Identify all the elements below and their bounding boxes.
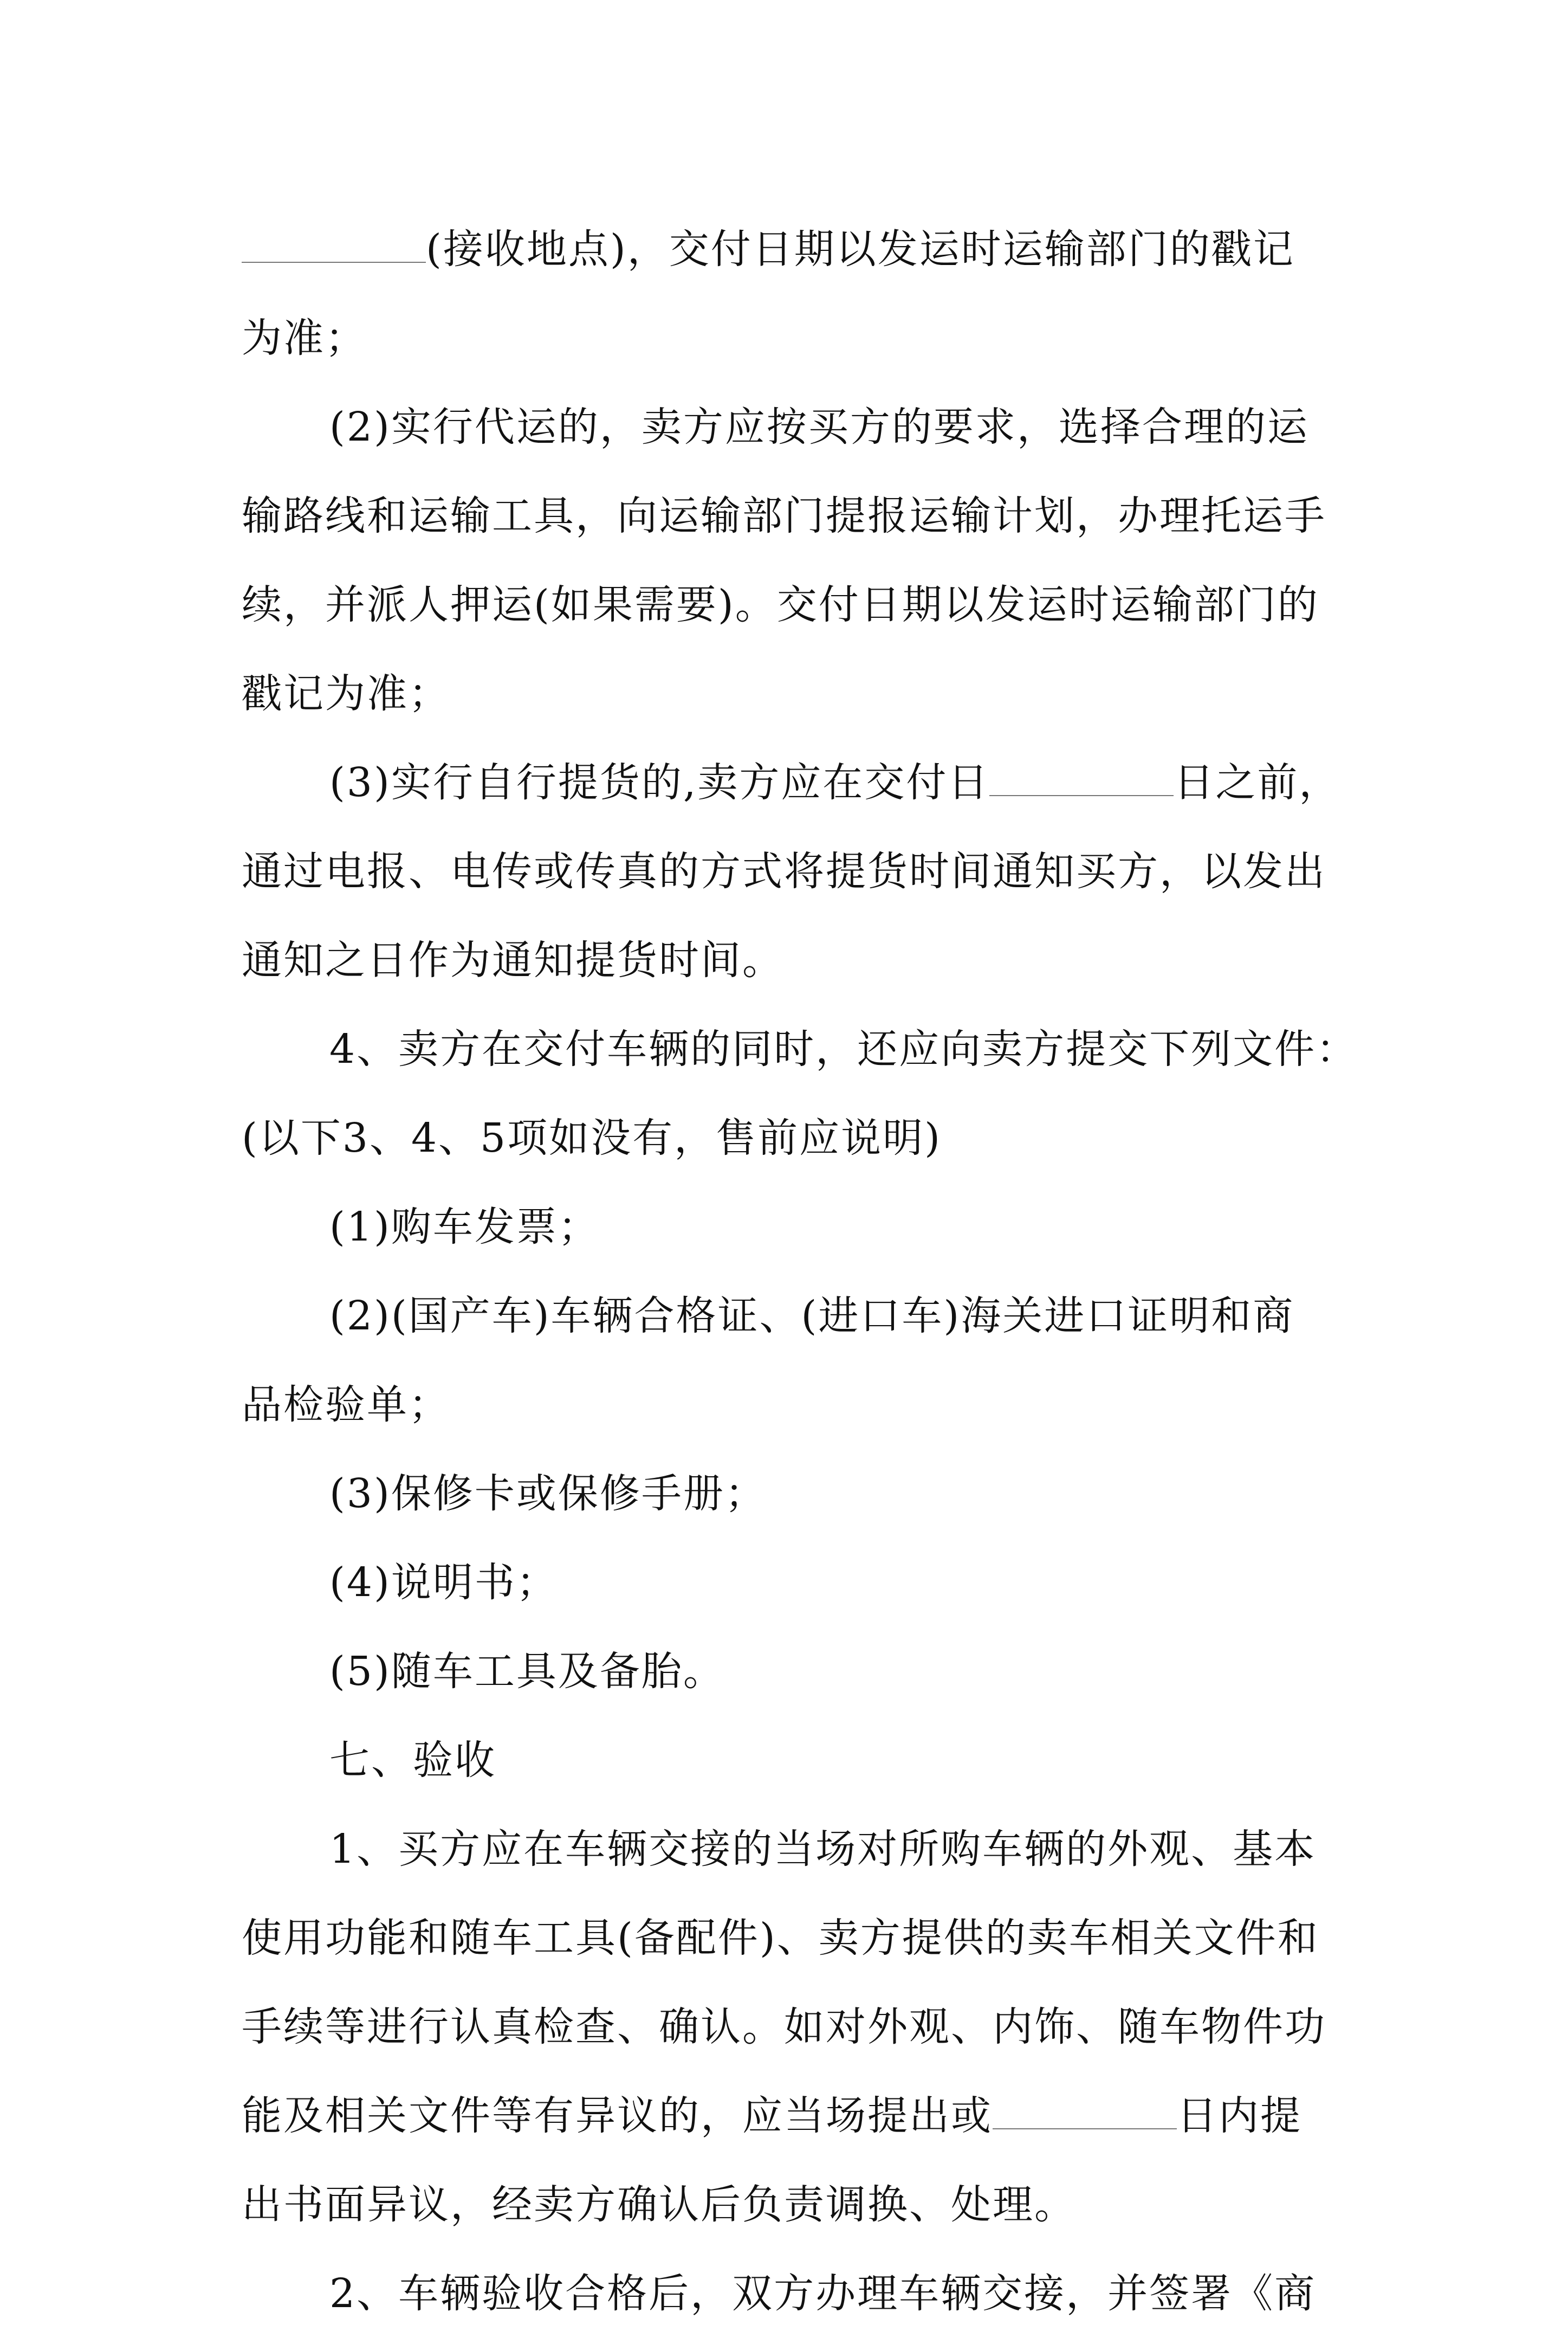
text-line: 4、卖方在交付车辆的同时，还应向卖方提交下列文件：: [329, 1026, 1358, 1073]
text-line: 戳记为准；: [242, 670, 450, 717]
document-page: [242, 205, 1358, 2338]
text-line: (2)实行代运的，卖方应按买方的要求，选择合理的运: [329, 404, 1309, 450]
text-line: 使用功能和随车工具(备配件)、卖方提供的卖车相关文件和: [242, 1915, 1319, 1961]
text-line: 出书面异议，经卖方确认后负责调换、处理。: [242, 2181, 1076, 2228]
text-line: (4)说明书；: [329, 1559, 558, 1606]
text-line: 能及相关文件等有异议的，应当场提出或 日内提: [242, 2092, 1302, 2139]
text-line: (以下3、4、5项如没有，售前应说明): [242, 1115, 942, 1161]
text-line: 通过电报、电传或传真的方式将提货时间通知买方，以发出: [242, 848, 1326, 895]
text-line: (1)购车发票；: [329, 1204, 600, 1250]
text-line: (5)随车工具及备胎。: [329, 1648, 725, 1695]
text-line: 通知之日作为通知提货时间。: [242, 937, 784, 984]
text-line: (3)实行自行提货的,卖方应在交付日 日之前，: [329, 759, 1341, 806]
text-line: 输路线和运输工具，向运输部门提报运输计划，办理托运手: [242, 493, 1326, 539]
text-line: (接收地点)，交付日期以发运时运输部门的戳记: [242, 205, 1347, 294]
text-line: (3)保修卡或保修手册；: [329, 1470, 767, 1517]
fill-in-blank: [242, 229, 426, 263]
fill-in-blank: [989, 763, 1174, 796]
text-line: 为准；: [242, 315, 367, 361]
text-line: (2)(国产车)车辆合格证、(进口车)海关进口证明和商: [329, 1293, 1295, 1339]
text-line: 2、车辆验收合格后，双方办理车辆交接，并签署《商: [329, 2270, 1317, 2317]
fill-in-blank: [993, 2096, 1177, 2129]
text-line: 1、买方应在车辆交接的当场对所购车辆的外观、基本: [329, 1826, 1317, 1872]
section-heading: 七、验收: [329, 1737, 496, 1784]
text-line: 品检验单；: [242, 1381, 450, 1428]
text-line: 手续等进行认真检查、确认。如对外观、内饰、随车物件功: [242, 2004, 1326, 2050]
text-line: 续，并派人押运(如果需要)。交付日期以发运时运输部门的: [242, 582, 1319, 628]
